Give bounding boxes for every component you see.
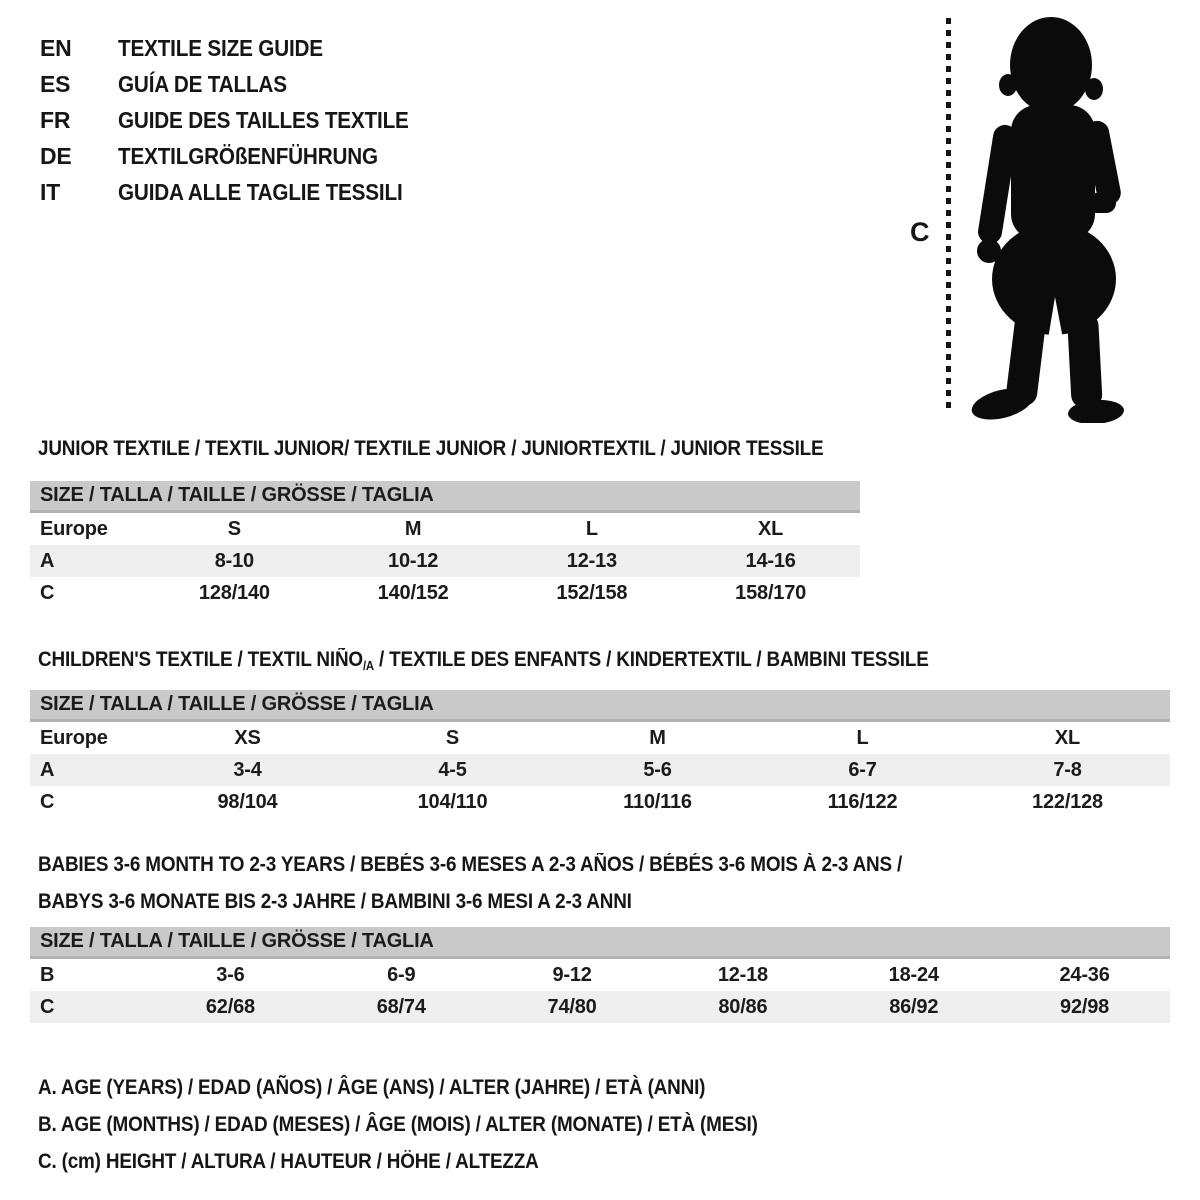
size-cell: S xyxy=(445,726,460,749)
row-label: Europe xyxy=(40,517,108,540)
language-row-fr xyxy=(40,102,441,138)
table-row-europe xyxy=(30,721,1170,755)
row-label: C xyxy=(40,790,55,813)
height-measure-label: C xyxy=(910,217,930,247)
size-cell: 116/122 xyxy=(827,790,898,813)
size-cell: 5-6 xyxy=(555,754,760,786)
size-cell: 98/104 xyxy=(217,790,278,813)
size-cell: 128/140 xyxy=(198,581,270,604)
language-code: ES xyxy=(40,71,71,97)
language-title: TEXTILGRÖßENFÜHRUNG xyxy=(118,143,378,169)
toddler-silhouette xyxy=(958,13,1143,423)
language-code: EN xyxy=(40,35,72,61)
section-title-children-text xyxy=(38,641,929,681)
size-cell: 104/110 xyxy=(417,790,488,813)
size-cell: 6-9 xyxy=(387,963,416,986)
row-label: C xyxy=(30,991,145,1023)
title-part: / TEXTILE DES ENFANTS / KINDERTEXTIL / BAMBINI TESSILE xyxy=(373,648,929,671)
size-cell: 152/158 xyxy=(556,581,628,604)
size-cell: 86/92 xyxy=(828,991,999,1023)
language-row-es xyxy=(40,66,441,102)
babies-size-table xyxy=(30,927,1170,1023)
size-cell: 9-12 xyxy=(552,963,592,986)
legend-line-a xyxy=(38,1069,838,1106)
size-cell: 14-16 xyxy=(681,545,860,577)
table-row-europe xyxy=(30,512,860,546)
junior-size-table xyxy=(30,481,860,609)
legend-text: A. AGE (YEARS) / EDAD (AÑOS) / ÂGE (ANS) / ALTER (JAHRE) / ETÀ (ANNI) xyxy=(38,1076,706,1099)
size-table-header-row xyxy=(30,927,1170,958)
language-row-it xyxy=(40,174,441,210)
language-title: GUÍA DE TALLAS xyxy=(118,71,287,97)
language-title: GUIDA ALLE TAGLIE TESSILI xyxy=(118,179,403,205)
size-cell: 92/98 xyxy=(999,991,1170,1023)
size-cell: 140/152 xyxy=(377,581,449,604)
size-cell: XS xyxy=(234,726,261,749)
table-row-height-cm xyxy=(30,991,1170,1023)
size-cell: 24-36 xyxy=(1059,963,1110,986)
language-title: TEXTILE SIZE GUIDE xyxy=(118,35,323,61)
size-cell: 6-7 xyxy=(760,754,965,786)
language-row-de xyxy=(40,138,441,174)
size-cell: XL xyxy=(1054,726,1081,749)
language-row-en xyxy=(40,30,441,66)
size-cell: 7-8 xyxy=(965,754,1170,786)
language-title: GUIDE DES TAILLES TEXTILE xyxy=(118,107,409,133)
size-table-header-row xyxy=(30,481,860,512)
section-title-junior-text: JUNIOR TEXTILE / TEXTIL JUNIOR/ TEXTILE JUNIOR / JUNIORTEXTIL / JUNIOR TESSILE xyxy=(38,437,824,460)
section-title-children xyxy=(38,641,1028,681)
height-measure-dotted-line xyxy=(946,18,951,414)
size-cell: 68/74 xyxy=(316,991,487,1023)
size-cell: 18-24 xyxy=(888,963,939,986)
language-list xyxy=(40,30,441,210)
row-label: Europe xyxy=(40,726,108,749)
size-table-header: SIZE / TALLA / TAILLE / GRÖSSE / TAGLIA xyxy=(30,690,1170,721)
row-label: A xyxy=(30,545,145,577)
size-cell: 74/80 xyxy=(487,991,658,1023)
table-row-age-months xyxy=(30,958,1170,992)
legend-text: C. (cm) HEIGHT / ALTURA / HAUTEUR / HÖHE / ALTEZZA xyxy=(38,1150,539,1173)
size-cell: 158/170 xyxy=(735,581,807,604)
children-size-table xyxy=(30,690,1170,818)
size-cell: 122/128 xyxy=(1032,790,1103,813)
title-part: BABIES 3-6 MONTH TO 2-3 YEARS / BEBÉS 3-6 MESES A 2-3 AÑOS / BÉBÉS 3-6 MOIS À 2-3 ANS / xyxy=(38,853,903,876)
title-subscript: /A xyxy=(362,659,374,673)
legend-text: B. AGE (MONTHS) / EDAD (MESES) / ÂGE (MOIS) / ALTER (MONATE) / ETÀ (MESI) xyxy=(38,1113,758,1136)
row-label: A xyxy=(30,754,145,786)
size-cell: 12-13 xyxy=(503,545,682,577)
size-cell: 62/68 xyxy=(145,991,316,1023)
size-cell: S xyxy=(227,517,241,540)
size-cell: 110/116 xyxy=(623,790,692,813)
section-title-babies-line2 xyxy=(38,883,998,920)
size-table-header: SIZE / TALLA / TAILLE / GRÖSSE / TAGLIA xyxy=(30,481,860,512)
table-row-height-cm xyxy=(30,786,1170,818)
section-title-babies-line1 xyxy=(38,846,998,883)
size-cell: L xyxy=(585,517,598,540)
table-row-height-cm xyxy=(30,577,860,609)
size-table-header: SIZE / TALLA / TAILLE / GRÖSSE / TAGLIA xyxy=(30,927,1170,958)
table-row-age-years xyxy=(30,754,1170,786)
size-cell: 4-5 xyxy=(350,754,555,786)
section-title-babies xyxy=(38,846,998,920)
size-cell: 3-6 xyxy=(216,963,245,986)
size-cell: 80/86 xyxy=(657,991,828,1023)
row-label: C xyxy=(40,581,55,604)
row-label: B xyxy=(40,963,55,986)
legend-line-b xyxy=(38,1106,838,1143)
language-code: IT xyxy=(40,179,61,205)
size-table-header-row xyxy=(30,690,1170,721)
legend-line-c xyxy=(38,1143,838,1180)
size-cell: L xyxy=(856,726,869,749)
size-cell: 8-10 xyxy=(145,545,324,577)
size-cell: XL xyxy=(758,517,784,540)
size-cell: M xyxy=(404,517,422,540)
language-code: FR xyxy=(40,107,71,133)
legend xyxy=(38,1069,838,1180)
size-cell: 12-18 xyxy=(717,963,768,986)
section-title-junior xyxy=(38,430,911,467)
size-cell: 10-12 xyxy=(324,545,503,577)
table-row-age-years xyxy=(30,545,860,577)
language-code: DE xyxy=(40,143,72,169)
title-part: BABYS 3-6 MONATE BIS 2-3 JAHRE / BAMBINI 3-6 MESI A 2-3 ANNI xyxy=(38,890,632,913)
size-cell: 3-4 xyxy=(145,754,350,786)
title-part: CHILDREN'S TEXTILE / TEXTIL NIÑO xyxy=(38,648,363,671)
size-cell: M xyxy=(649,726,666,749)
